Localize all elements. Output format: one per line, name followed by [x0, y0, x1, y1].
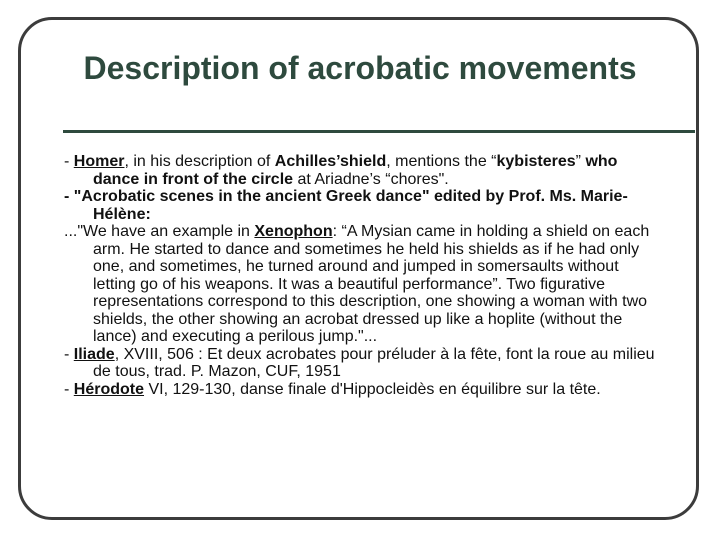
bullet-dash: -: [64, 153, 74, 170]
title-divider: [63, 130, 695, 133]
text: , mentions the “: [386, 153, 497, 170]
text: ”: [575, 153, 586, 170]
herodote-reference: Hérodote: [73, 380, 145, 398]
slide-body: [64, 153, 664, 398]
kybisteres-term: kybisteres: [496, 153, 576, 170]
xenophon-reference: Xenophon: [254, 223, 333, 240]
text: , in his description of: [124, 153, 275, 170]
bullet-dash: -: [64, 345, 74, 363]
text: VI, 129-130, danse finale d'Hippocleidès en équilibre sur la tête.: [144, 380, 601, 398]
paragraph-acrobatic-scenes: - "Acrobatic scenes in the ancient Greek dance" edited by Prof. Ms. Marie-Hélène:: [64, 188, 628, 223]
dance-phrase: who dance in front of the circle: [93, 153, 618, 188]
text: at Ariadne’s “chores".: [293, 170, 449, 188]
homer-reference: Homer: [73, 153, 125, 170]
achilles-shield-term: Achilles’shield: [274, 153, 387, 170]
paragraph-herodote: [64, 381, 664, 399]
iliade-reference: Iliade: [73, 345, 115, 363]
text: , XVIII, 506 : Et deux acrobates pour préluder à la fête, font la roue au milieu de tous, trad. P. Mazon, CUF, 1951: [93, 345, 655, 380]
slide-title: Description of acrobatic movements: [83, 50, 637, 86]
paragraph-xenophon: [64, 223, 664, 346]
paragraph-homer: [64, 153, 664, 188]
bullet-dash: -: [64, 380, 74, 398]
text: ..."We have an example in: [64, 223, 255, 240]
paragraph-iliade: [64, 346, 664, 381]
text: : “A Mysian came in holding a shield on each arm. He started to dance and sometimes he held his shields as if he had only one, and sometimes, he turned around and jumped in somersaults without letting go of his weapons. It was a beautiful performance”. Two figurative representations correspond to this description, one showing a woman with two shields, the other showing an acrobat dressed up like a hoplite (without the lance) and executing a perilous jump."...: [93, 223, 650, 345]
